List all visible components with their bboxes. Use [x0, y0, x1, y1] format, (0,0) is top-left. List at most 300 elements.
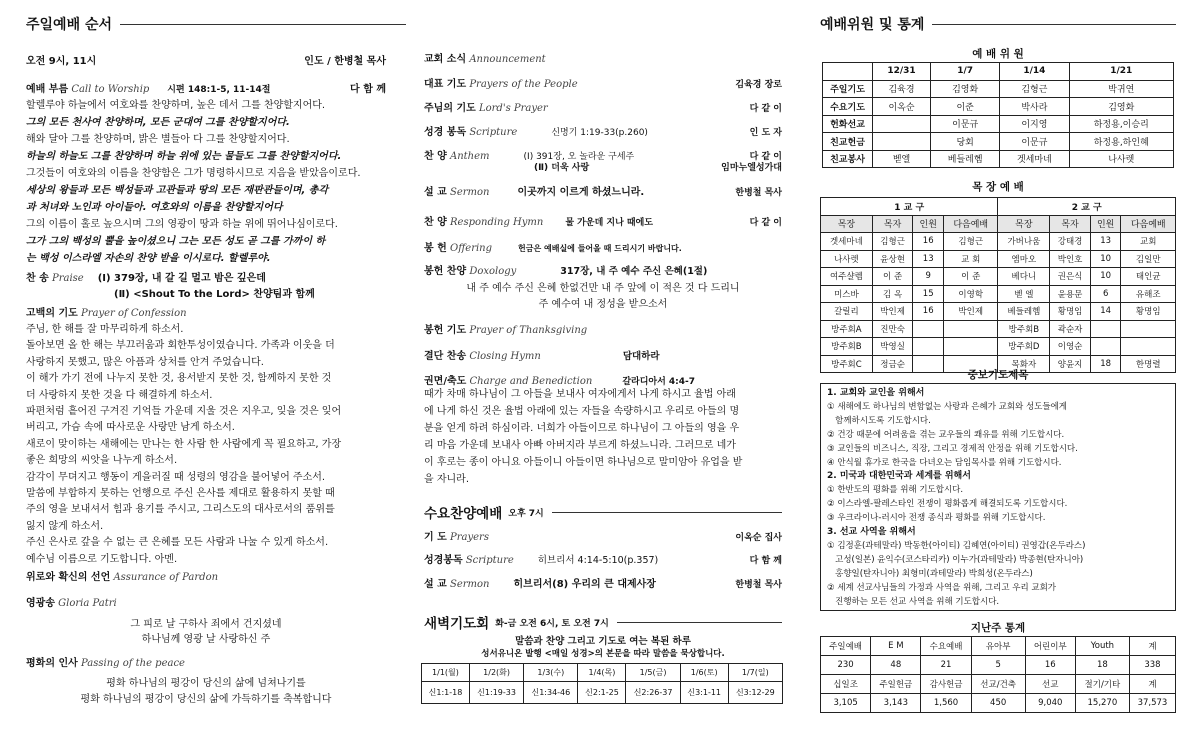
mokjang-cell [1121, 338, 1176, 356]
mokjang-cell: 이 준 [872, 268, 913, 286]
prayer-topic-line: ④ 안식월 휴가로 한국을 다녀오는 담임목사를 위해 기도합시다. [827, 457, 1062, 468]
psalm-line: 그것들이 여호와의 이름을 찬양함은 그가 명령하시므로 지음을 받았음이로다. [26, 168, 361, 179]
mokjang-cell: 14 [1090, 303, 1121, 321]
item-en: Announcement [469, 54, 546, 65]
wednesday-label: 기 도 [424, 532, 447, 543]
item-who: 다 같 이 [749, 104, 782, 114]
mokjang-cell [1090, 338, 1121, 356]
committee-cell: 하정용,이승리 [1069, 115, 1174, 133]
mokjang-cell: 박인제 [872, 303, 913, 321]
sermon-title: 이곳까지 이르게 하셨느니라. [517, 187, 645, 198]
wednesday-en: Prayers [450, 532, 489, 543]
peace-text-1: 평화 하나님의 평강이 당신의 삶에 넘쳐나기를 [106, 678, 306, 689]
prayer-line: 주신 은사로 갚을 수 없는 큰 은혜를 모든 사람과 나눌 수 있게 하소서. [26, 537, 329, 549]
title-rule [120, 24, 406, 25]
mokjang-header: 인원 [913, 215, 944, 233]
section-title-sunday [26, 14, 406, 34]
dawn-text-2: 성서유니온 발행 <매일 성경>의 본문을 따라 말씀을 묵상합니다. [481, 649, 725, 659]
psalm-line: 과 처녀와 노인과 아이들아. 여호와의 이름을 찬양할지어다 [26, 202, 283, 213]
service-time-row [26, 52, 386, 67]
psalm-line: 해와 달아 그를 찬양하며, 밝은 별들아 다 그를 찬양할지어다. [26, 134, 290, 145]
stats-row [821, 694, 1176, 713]
mokjang-cell: 미스바 [821, 285, 873, 303]
prayer-line: 예수님 이름으로 기도합니다. 아멘. [26, 553, 178, 565]
dawn-header-row [422, 664, 783, 682]
anthem-hymn-2: (Ⅱ) 더욱 사랑 [534, 163, 590, 173]
committee-cell: 박사라 [1000, 98, 1069, 116]
mokjang-cell: 16 [913, 303, 944, 321]
committee-cell: 이준 [931, 98, 1000, 116]
mokjang-cell: 베들레헴 [998, 303, 1050, 321]
committee-row [823, 150, 1174, 168]
mokjang-cell: 한명렬 [1121, 355, 1176, 373]
mokjang-cell: 여주샬렘 [821, 268, 873, 286]
thanksgiving-row [424, 321, 782, 336]
mokjang-cell: 김형근 [872, 233, 913, 251]
anthem-hymn-1: (Ⅰ) 391장, 오 놀라운 구세주 [523, 152, 635, 162]
mokjang-cell: 황명임 [1121, 303, 1176, 321]
mokjang-cell: 9 [913, 268, 944, 286]
district-1: 1 교 구 [821, 198, 998, 216]
mokjang-cell: 유해조 [1121, 285, 1176, 303]
offering-row [424, 239, 782, 254]
committee-cell: 김형근 [1000, 80, 1069, 98]
sermon-who: 한병철 목사 [735, 188, 782, 198]
item-label: 교회 소식 [424, 54, 467, 65]
stats-cell: 9,040 [1025, 694, 1075, 713]
call-who: 다 함 께 [350, 84, 386, 95]
stats-cell: Youth [1075, 637, 1129, 656]
mokjang-cell [913, 338, 944, 356]
committee-cell: 김영화 [931, 80, 1000, 98]
stats-cell: 21 [921, 656, 971, 675]
mokjang-cell: 양윤지 [1050, 355, 1091, 373]
committee-row [823, 133, 1174, 151]
prayer-line: 더 사랑하지 못한 것을 다 해결하게 하소서. [26, 389, 213, 401]
closing-label: 결단 찬송 [424, 351, 467, 362]
item-label: 주님의 기도 [424, 103, 476, 114]
mokjang-cell: 방주회D [998, 338, 1050, 356]
mokjang-cell: 권은식 [1050, 268, 1091, 286]
gloria-line-1 [26, 615, 386, 630]
stats-cell: 주일예배 [821, 637, 871, 656]
mokjang-header: 목자 [1050, 215, 1091, 233]
mokjang-cell: 이 준 [944, 268, 998, 286]
stats-cell: 계 [1129, 675, 1175, 694]
stats-cell: 3,143 [871, 694, 921, 713]
prayer-line: 감각이 무뎌지고 행동이 게을러질 때 성령의 영감을 불어넣어 주소서. [26, 471, 326, 483]
dawn-passage: 신2:26-37 [626, 682, 680, 704]
item-en: Lord's Prayer [478, 103, 548, 114]
praise-label: 찬 송 [26, 273, 49, 284]
peace-label: 평화의 인사 [26, 658, 78, 669]
committee-row [823, 80, 1174, 98]
mokjang-cell: 이영학 [944, 285, 998, 303]
gloria-row [26, 594, 386, 609]
wednesday-title: 수요찬양예배 [424, 506, 503, 522]
committee-date: 12/31 [873, 63, 931, 81]
mokjang-cell: 교회 [1121, 233, 1176, 251]
committee-date: 1/21 [1069, 63, 1174, 81]
service-leader: 인도 / 한병철 목사 [304, 56, 386, 67]
stats-cell: 48 [871, 656, 921, 675]
closing-hymn-row [424, 347, 782, 362]
mokjang-cell: 방주회A [821, 320, 873, 338]
stats-cell: 15,270 [1075, 694, 1129, 713]
wednesday-row [424, 528, 782, 543]
committee-role: 친교봉사 [823, 150, 873, 168]
prayer-line: 잃지 않게 하소서. [26, 520, 104, 532]
mokjang-cell: 방주회C [821, 355, 873, 373]
stats-cell: 계 [1129, 637, 1175, 656]
anthem-en: Anthem [450, 151, 490, 162]
psalm-line: 할렐루야 하늘에서 여호와를 찬양하며, 높은 데서 그를 찬양할지어다. [26, 100, 326, 111]
mokjang-cell: 김형근 [944, 233, 998, 251]
committee-cell: 이문규 [1000, 133, 1069, 151]
prayer-topic-line: 홍향일(탄자니아) 최형미(과테말라) 박희성(온두라스) [827, 568, 1033, 579]
prayer-line: 이 해가 가기 전에 나누지 못한 것, 용서받지 못한 것, 함께하지 못한 것 [26, 373, 332, 385]
praise-row-2 [114, 285, 386, 300]
wednesday-detail: 히브리서 4:14-5:10(p.357) [537, 555, 659, 566]
stats-cell: 선교/건축 [971, 675, 1025, 694]
committee-cell: 베들레헴 [931, 150, 1000, 168]
wednesday-detail: 히브리서(8) 우리의 큰 대제사장 [513, 579, 656, 590]
section-title-committee [820, 14, 1176, 34]
thanksgiving-en: Prayer of Thanksgiving [469, 325, 588, 336]
mokjang-row [821, 285, 1176, 303]
mokjang-cell: 황명임 [1050, 303, 1091, 321]
prayer-line: 파편처럼 흩어진 구겨진 기억들 가운데 지울 것은 지우고, 잊을 것은 잊어 [26, 406, 342, 417]
offering-note: 헌금은 예배실에 들어올 때 드리시기 바랍니다. [518, 244, 682, 253]
stats-cell: 18 [1075, 656, 1129, 675]
prayer-line: 새로이 맞이하는 새해에는 만나는 한 사람 한 사람에게 꼭 필요하고, 가장 [26, 438, 342, 450]
mokjang-cell: 박인제 [944, 303, 998, 321]
committee-cell [873, 133, 931, 151]
peace-row [26, 654, 386, 669]
committee-title: 예 배 위 원 [972, 48, 1024, 60]
anthem-row-2 [424, 160, 782, 173]
prayer-topic-line: ① 한반도의 평화를 위해 기도합시다. [827, 485, 964, 496]
item-who: 김육경 장로 [735, 80, 782, 90]
committee-cell: 겟세마네 [1000, 150, 1069, 168]
assurance-label: 위로와 확신의 선언 [26, 572, 111, 583]
mokjang-header-row [821, 215, 1176, 233]
dawn-reading-table [421, 663, 783, 704]
stats-cell: 절기/기타 [1075, 675, 1129, 694]
prayer-line: 주의 영을 보내셔서 힘과 용기를 주시고, 그리스도의 대사로서의 품위를 [26, 504, 335, 516]
anthem-who-2: 임마누엘성가대 [721, 163, 782, 173]
mokjang-header: 인원 [1090, 215, 1121, 233]
responding-label: 찬 양 [424, 217, 447, 228]
stats-title: 지난주 통계 [970, 622, 1026, 634]
mokjang-cell: 윤용문 [1050, 285, 1091, 303]
thanksgiving-label: 봉헌 기도 [424, 325, 467, 336]
responding-row [424, 213, 782, 228]
mokjang-cell: 윤상현 [872, 250, 913, 268]
service-item-row [424, 50, 782, 65]
committee-cell: 이옥순 [873, 98, 931, 116]
mokjang-cell: 6 [1090, 285, 1121, 303]
benediction-ref: 갈라디아서 4:4-7 [622, 377, 696, 387]
mokjang-cell: 나사렛 [821, 250, 873, 268]
mokjang-cell: 곽순자 [1050, 320, 1091, 338]
call-to-worship-row [26, 80, 386, 95]
mokjang-cell: 갈릴리 [821, 303, 873, 321]
responding-who: 다 같 이 [749, 218, 782, 228]
mokjang-cell: 16 [913, 233, 944, 251]
stats-table [820, 636, 1176, 713]
doxology-text-2: 주 예수여 내 정성을 받으소서 [538, 299, 668, 310]
dawn-title: 새벽기도회 [424, 616, 490, 632]
prayer-topic-line: ② 이스라엘-팔레스타인 전쟁이 평화롭게 해결되도록 기도합시다. [827, 499, 1068, 510]
benediction-line: 이 후로는 종이 아니요 아들이니 아들이면 하나님으로 말미암아 유업을 받 [424, 457, 743, 468]
committee-cell: 하정용,하인혜 [1069, 133, 1174, 151]
mokjang-group-row [821, 198, 1176, 216]
peace-en: Passing of the peace [80, 658, 185, 669]
prayer-topic-line: 진행하는 모든 선교 사역을 위해 기도합시다. [827, 596, 1000, 607]
gloria-en: Gloria Patri [58, 598, 117, 609]
prayer-topic-line: 3. 선교 사역을 위해서 [827, 527, 916, 538]
dawn-date: 1/2(화) [469, 664, 523, 682]
gloria-line-2 [26, 630, 386, 645]
gloria-text-2: 하나님께 영광 날 사랑하신 주 [141, 634, 271, 645]
prayer-topics-title: 중보기도제목 [967, 369, 1029, 381]
service-item-row [424, 75, 782, 90]
psalm-line: 그가 그의 백성의 뿔을 높이셨으니 그는 모든 성도 곧 그를 가까이 하 [26, 236, 326, 247]
closing-en: Closing Hymn [469, 351, 541, 362]
wednesday-header [424, 502, 782, 522]
praise-row [26, 269, 386, 284]
mokjang-header: 목자 [872, 215, 913, 233]
doxology-line-2 [424, 295, 782, 310]
psalm-line: 는 백성 이스라엘 자손의 찬양 받을 이시로다. 할렐루야. [26, 253, 271, 264]
prayer-topic-line: ① 새해에도 하나님의 변함없는 사랑과 은혜가 교회와 성도들에게 [827, 401, 1068, 412]
peace-line-2 [26, 690, 386, 705]
stats-cell: 유아부 [971, 637, 1025, 656]
dawn-line-1 [424, 633, 782, 647]
dawn-text-1: 말씀과 찬양 그리고 기도로 여는 복된 하루 [515, 636, 691, 647]
stats-cell: 1,560 [921, 694, 971, 713]
praise-hymn-2: (Ⅱ) <Shout To the Lord> 찬양팀과 함께 [114, 289, 315, 300]
service-item-row [424, 123, 782, 138]
benediction-line: 을 자니라. [424, 474, 469, 485]
call-ref: 시편 148:1-5, 11-14절 [167, 85, 271, 95]
stats-cell: 선교 [1025, 675, 1075, 694]
prayer-line: 사랑하지 못했고, 많은 아픔과 상처를 안겨 주었습니다. [26, 356, 264, 368]
mokjang-row [821, 268, 1176, 286]
doxology-line-1 [424, 279, 782, 294]
prayer-topic-line: ② 세계 선교사님들의 가정과 사역을 위해, 그리고 우리 교회가 [827, 582, 1057, 593]
stats-row [821, 675, 1176, 694]
sermon-en: Sermon [450, 187, 490, 198]
committee-cell: 박귀연 [1069, 80, 1174, 98]
mokjang-cell: 진만숙 [872, 320, 913, 338]
benediction-line: 에 나게 하신 것은 율법 아래에 있는 자들을 속량하시고 우리로 아들의 명 [424, 406, 740, 417]
peace-text-2: 평화 하나님의 평강이 당신의 삶에 가득하기를 축복합니다 [80, 694, 332, 705]
committee-cell: 김영화 [1069, 98, 1174, 116]
prayer-topic-line: 고성(일본) 윤익수(코스타리카) 이누가(과테말라) 박종현(탄자니아) [827, 554, 1084, 565]
mokjang-cell: 태인균 [1121, 268, 1176, 286]
mokjang-cell: 정금순 [872, 355, 913, 373]
service-item-row [424, 99, 782, 114]
prayer-topic-line: ③ 교인들의 비즈니스, 직장, 그리고 경제적 안정을 위해 기도합시다. [827, 443, 1078, 454]
committee-cell: 김육경 [873, 80, 931, 98]
committee-role: 수요기도 [823, 98, 873, 116]
prayer-topic-line: 함께하시도록 기도합시다. [827, 415, 931, 426]
committee-row [823, 115, 1174, 133]
wednesday-who: 한병철 목사 [735, 580, 782, 590]
dawn-passage: 신1:19-33 [469, 682, 523, 704]
committee-row [823, 98, 1174, 116]
dawn-passage: 신3:12-29 [728, 682, 782, 704]
doxology-en: Doxology [469, 266, 517, 277]
mokjang-cell: 목화자 [998, 355, 1050, 373]
stats-cell: 주일헌금 [871, 675, 921, 694]
assurance-row [26, 568, 386, 583]
mokjang-cell: 10 [1090, 250, 1121, 268]
mokjang-cell: 박인호 [1050, 250, 1091, 268]
wednesday-who: 다 함 께 [749, 556, 782, 566]
mokjang-row [821, 303, 1176, 321]
offering-label: 봉 헌 [424, 243, 447, 254]
sunday-service-title: 주일예배 순서 [26, 17, 113, 33]
committee-cell [873, 115, 931, 133]
mokjang-cell: 겟세마네 [821, 233, 873, 251]
prayer-topic-line: 1. 교회와 교인을 위해서 [827, 388, 925, 398]
committee-role: 헌화선교 [823, 115, 873, 133]
dawn-reading-row [422, 682, 783, 704]
dawn-passage: 신1:1-18 [422, 682, 470, 704]
sermon-row [424, 183, 782, 198]
mokjang-cell: 박영실 [872, 338, 913, 356]
mokjang-cell: 가버나움 [998, 233, 1050, 251]
stats-cell: 수요예배 [921, 637, 971, 656]
benediction-line: 리 마음 가운데 보내사 아빠 아버지라 부르게 하셨느니라. 그러므로 네가 [424, 440, 736, 451]
committee-cell: 나사렛 [1069, 150, 1174, 168]
anthem-who-1: 다 같 이 [749, 152, 782, 162]
mokjang-cell [944, 320, 998, 338]
stats-cell: 십일조 [821, 675, 871, 694]
psalm-line: 그의 모든 천사여 찬양하며, 모든 군대여 그를 찬양할지어다. [26, 117, 290, 128]
psalm-line: 그의 이름이 홀로 높으시며 그의 영광이 땅과 하늘 위에 뛰어나심이로다. [26, 219, 338, 230]
mokjang-cell: 방주회B [998, 320, 1050, 338]
wednesday-en: Sermon [450, 579, 490, 590]
item-label: 성경 봉독 [424, 127, 467, 138]
confession-row [26, 304, 386, 319]
prayer-line: 주님, 한 해를 잘 마무리하게 하소서. [26, 324, 184, 335]
dawn-rule [617, 622, 782, 623]
stats-row [821, 637, 1176, 656]
wednesday-row [424, 575, 782, 590]
wednesday-label: 성경봉독 [424, 555, 463, 566]
stats-cell: 5 [971, 656, 1025, 675]
item-en: Scripture [469, 127, 518, 138]
praise-en: Praise [52, 273, 84, 284]
mokjang-cell: 교 회 [944, 250, 998, 268]
title-rule-2 [932, 24, 1176, 25]
gloria-label: 영광송 [26, 598, 55, 609]
item-label: 대표 기도 [424, 79, 467, 90]
wednesday-time: 오후 7시 [508, 508, 544, 519]
committee-cell: 이지영 [1000, 115, 1069, 133]
prayer-topic-line: ③ 우크라이나-러시아 전쟁 종식과 평화를 위해 기도합시다. [827, 513, 1046, 524]
prayer-line: 돌아보면 올 한 해는 부끄러움과 회한투성이였습니다. 가족과 이웃을 더 [26, 340, 335, 352]
responding-hymn: 물 가운데 지나 때에도 [565, 218, 654, 228]
mokjang-row [821, 320, 1176, 338]
anthem-label: 찬 양 [424, 151, 447, 162]
dawn-date: 1/6(토) [680, 664, 728, 682]
dawn-date: 1/5(금) [626, 664, 680, 682]
mokjang-cell [1090, 320, 1121, 338]
mokjang-title: 목 장 예 배 [972, 181, 1024, 193]
prayer-topic-line: ② 건강 때문에 어려움을 겪는 교우들의 쾌유를 위해 기도합시다. [827, 429, 1065, 440]
stats-cell: E M [871, 637, 921, 656]
dawn-passage: 신3:1-11 [680, 682, 728, 704]
benediction-line: 분을 얻게 하려 하심이라. 너희가 아들이므로 하나님이 그 아들의 영을 우 [424, 423, 740, 434]
assurance-en: Assurance of Pardon [113, 572, 219, 583]
prayer-topics-box [820, 383, 1176, 611]
mokjang-row [821, 250, 1176, 268]
stats-cell: 감사헌금 [921, 675, 971, 694]
wednesday-en: Scripture [465, 555, 514, 566]
stats-cell: 450 [971, 694, 1025, 713]
mokjang-cell [1121, 320, 1176, 338]
responding-en: Responding Hymn [450, 217, 544, 228]
confession-en: Prayer of Confession [80, 308, 187, 319]
committee-cell: 당회 [931, 133, 1000, 151]
doxology-hymn: 317장, 내 주 예수 주신 은혜(1절) [560, 266, 708, 277]
item-who: 인 도 자 [749, 128, 782, 138]
prayer-topic-line: ① 김정훈(과테말라) 박동한(아이티) 김혜연(아이티) 권영갑(온두라스) [827, 540, 1086, 551]
mokjang-cell: 김 옥 [872, 285, 913, 303]
mokjang-cell [913, 320, 944, 338]
stats-cell: 338 [1129, 656, 1175, 675]
call-label: 예배 부름 [26, 84, 69, 95]
psalm-line: 하늘의 하늘도 그를 찬양하며 하늘 위에 있는 물들도 그를 찬양할지어다. [26, 151, 342, 162]
gloria-text-1: 그 피로 날 구하사 죄에서 건지셨네 [130, 619, 282, 630]
mokjang-cell: 13 [1090, 233, 1121, 251]
stats-row [821, 656, 1176, 675]
prayer-line: 좋은 희망의 씨앗을 나누게 하소서. [26, 455, 178, 467]
committee-header-row [823, 63, 1174, 81]
prayer-topic-line: 2. 미국과 대한민국과 세계를 위해서 [827, 471, 971, 482]
benediction-label: 권면/축도 [424, 376, 467, 387]
committee-date [823, 63, 873, 81]
mokjang-header: 다음예배 [1121, 215, 1176, 233]
stats-cell: 37,573 [1129, 694, 1175, 713]
wednesday-who: 이옥순 집사 [735, 533, 782, 543]
mokjang-cell: 10 [1090, 268, 1121, 286]
stats-cell: 230 [821, 656, 871, 675]
committee-cell: 이문규 [931, 115, 1000, 133]
doxology-label: 봉헌 찬양 [424, 266, 467, 277]
district-2: 2 교 구 [998, 198, 1176, 216]
mokjang-cell: 13 [913, 250, 944, 268]
stats-cell: 16 [1025, 656, 1075, 675]
wednesday-row [424, 551, 782, 566]
service-time: 오전 9시, 11시 [26, 56, 97, 67]
mokjang-cell: 김일만 [1121, 250, 1176, 268]
mokjang-cell: 엠마오 [998, 250, 1050, 268]
confession-label: 고백의 기도 [26, 308, 78, 319]
doxology-text-1: 내 주 예수 주신 은혜 한없건만 내 주 앞에 이 적은 것 다 드리니 [466, 283, 740, 294]
dawn-header [424, 612, 782, 632]
dawn-line-2 [424, 647, 782, 659]
committee-cell: 벧엘 [873, 150, 931, 168]
wednesday-rule [552, 512, 782, 513]
dawn-time: 화-금 오전 6시, 토 오전 7시 [495, 618, 609, 629]
sermon-label: 설 교 [424, 187, 447, 198]
